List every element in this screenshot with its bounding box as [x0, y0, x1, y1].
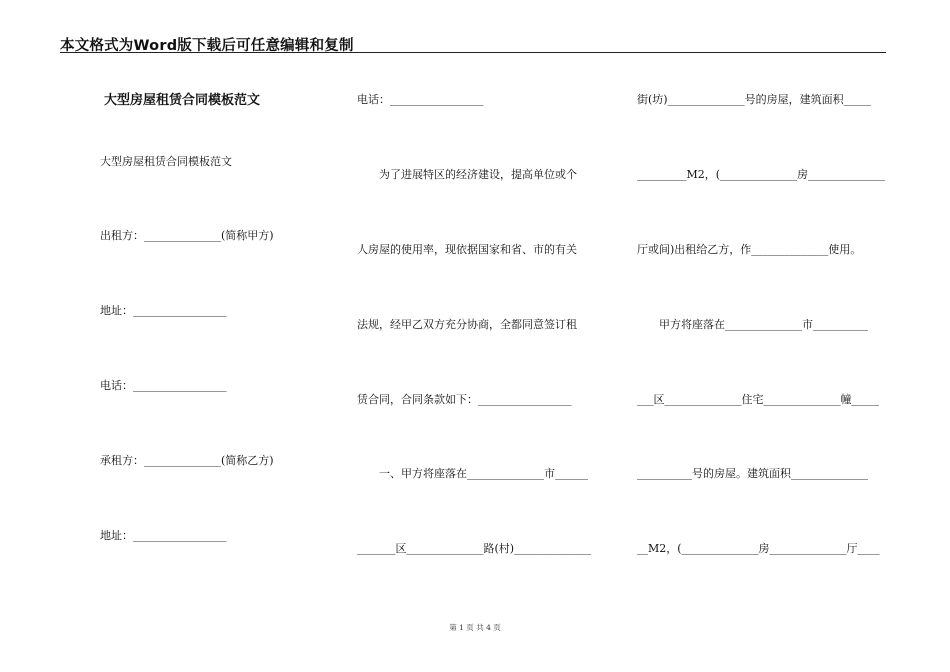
paragraph-line: 承租方：______________(简称乙方) — [100, 454, 274, 467]
paragraph-line: 为了进展特区的经济建设，提高单位或个 — [357, 168, 577, 181]
paragraph-line: 电话：_________________ — [100, 379, 227, 392]
header-rule — [60, 52, 886, 53]
paragraph-line: 大型房屋租赁合同模板范文 — [100, 155, 232, 168]
document-header: 本文格式为Word版下载后可任意编辑和复制 — [60, 38, 354, 54]
paragraph-line: 电话：_________________ — [357, 93, 484, 106]
paragraph-line: __________号的房屋。建筑面积______________ — [637, 467, 868, 480]
paragraph-line: 地址：_________________ — [100, 529, 227, 542]
paragraph-line: _________M2，(______________房______________ — [637, 168, 886, 181]
paragraph-line: 地址：_________________ — [100, 304, 227, 317]
paragraph-line: ___区______________住宅______________幢_____ — [637, 393, 879, 406]
page-number: 第 1 页 共 4 页 — [449, 623, 501, 632]
paragraph-line: 出租方：______________(简称甲方) — [100, 229, 274, 242]
paragraph-line: 一、甲方将座落在______________市______ — [357, 467, 588, 480]
paragraph-line: 赁合同，合同条款如下：_________________ — [357, 393, 572, 406]
paragraph-line: 人房屋的使用率，现依据国家和省、市的有关 — [357, 243, 577, 256]
paragraph-line: __M2，(______________房______________厅____ — [637, 542, 880, 555]
document-title: 大型房屋租赁合同模板范文 — [104, 93, 261, 108]
paragraph-line: 厅或间)出租给乙方，作______________使用。 — [637, 243, 862, 256]
paragraph-line: 甲方将座落在______________市__________ — [637, 318, 868, 331]
paragraph-line: _______区______________路(村)______________ — [357, 542, 592, 555]
paragraph-line: 法规，经甲乙双方充分协商，全都同意签订租 — [357, 318, 577, 331]
paragraph-line: 街(坊)______________号的房屋，建筑面积_____ — [637, 93, 872, 106]
